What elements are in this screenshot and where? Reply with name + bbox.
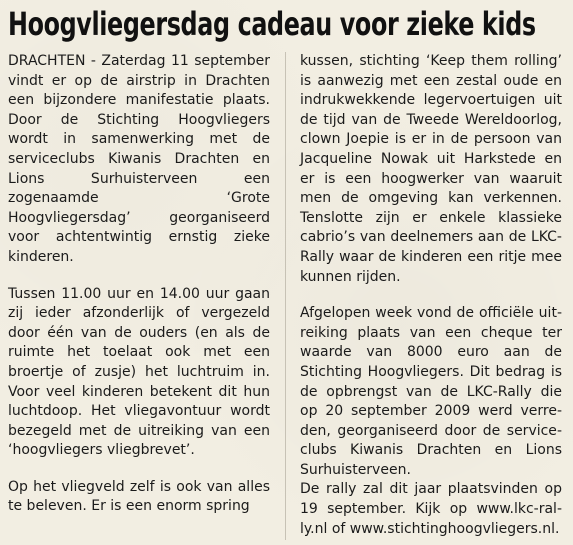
article-column-left <box>8 52 270 517</box>
paragraph-rally: De rally zal dit jaar plaatsvinden op 19 september. Kijk op www.lkc-rally.nl of www.stichtinghoogvliegers.nl. <box>300 481 562 537</box>
paragraph-activities-continued: kussen, stichting ‘Keep them rolling’ is aanwezig met een zestal oude en indrukwekkende legervoertuigen uit de tijd van de Tweede Wereldoorlog, clown Joepie is er in de persoon van Jacqueline Nowak uit Harkstede en er is een hoogwerker van waaruit men de omgeving kan verkennen. Tenslotte zijn er enkele klassieke cabrio’s van deelnemers aan de LKC-Rally waar de kinderen een ritje mee kunnen rijden. <box>300 53 562 285</box>
paragraph-cheque: Afgelopen week vond de officiële uitreiking plaats van een cheque ter waarde van 8000 euro aan de Stichting Hoogvliegers. Dit bedrag is de opbrengst van de LKC-Rally die op 20 september 2009 werd verreden, georganiseerd door de serviceclubs Kiwanis Drachten en Lions Surhuisterveen. <box>300 305 562 478</box>
paragraph-intro: DRACHTEN - Zaterdag 11 september vindt er op de airstrip in Drachten een bijzondere manifestatie plaats. Door de Stichting Hoogvliegers wordt in samenwerking met de serviceclubs Kiwanis Drachten en Lions Surhuisterveen een zogenaamde ‘Grote Hoogvliegersdag’ georganiseerd voor achtentwintig ernstig zieke kinderen. <box>8 53 270 265</box>
column-divider <box>285 52 286 540</box>
article-column-right <box>300 52 562 539</box>
article-headline: Hoogvliegersdag cadeau voor zieke kids <box>8 5 536 43</box>
paragraph-flights: Tussen 11.00 uur en 14.00 uur gaan zij ieder afzonderlijk of vergezeld door één van de ouders (en als de ruimte het toelaat ook met een broertje of zusje) het luchtruim in. Voor veel kinderen betekent dit hun luchtdoop. Het vliegavontuur wordt bezegeld met de uitreiking van een ‘hoogvliegers vliegbrevet’. <box>8 285 270 459</box>
paragraph-activities: Op het vliegveld zelf is ook van alles te beleven. Er is een enorm spring <box>8 478 270 515</box>
